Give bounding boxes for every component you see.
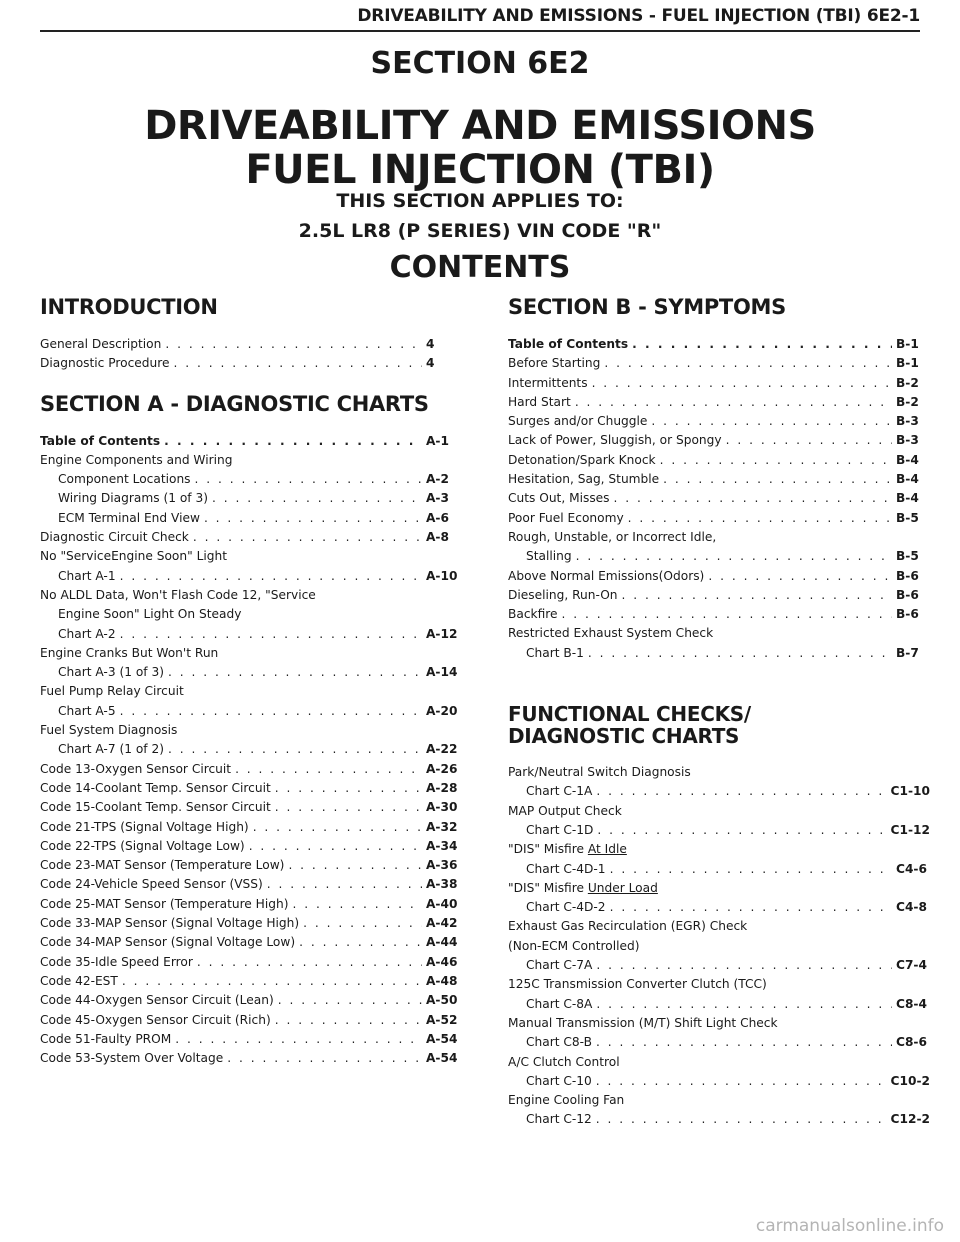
entry-label: Chart C-7A <box>526 958 593 973</box>
watermark: carmanualsonline.info <box>755 1216 944 1236</box>
applies-to <box>0 186 960 246</box>
entry-page: A-1 <box>426 433 449 448</box>
toc-entry[interactable] <box>40 1011 460 1030</box>
entry-page: C4-8 <box>896 900 927 915</box>
entry-page: A-40 <box>426 896 458 911</box>
entry-label: ECM Terminal End View <box>58 510 200 525</box>
entry-label: Chart C8-B <box>526 1035 592 1050</box>
toc-entry[interactable] <box>40 760 460 779</box>
page-title <box>0 104 960 192</box>
entry-label: Code 21-TPS (Signal Voltage High) <box>40 819 249 834</box>
entry-page: A-2 <box>426 472 449 487</box>
toc-entry[interactable] <box>508 1072 930 1091</box>
entry-label: Chart C-1A <box>526 784 593 799</box>
entry-page: A-54 <box>426 1051 458 1066</box>
applies-line-1: THIS SECTION APPLIES TO: <box>336 190 624 212</box>
toc-entry[interactable] <box>508 821 930 840</box>
leader-dots <box>249 837 422 856</box>
entry-page: A-46 <box>426 954 458 969</box>
entry-page: B-6 <box>896 587 919 602</box>
leader-dots <box>168 663 422 682</box>
leader-dots <box>610 898 892 917</box>
entry-page: C8-4 <box>896 996 927 1011</box>
toc-entry[interactable] <box>40 663 460 682</box>
entry-page: A-44 <box>426 935 458 950</box>
toc-entry[interactable] <box>508 586 930 605</box>
leader-dots <box>597 821 886 840</box>
entry-label: Wiring Diagrams (1 of 3) <box>58 491 208 506</box>
entry-page: B-3 <box>896 433 919 448</box>
leader-dots <box>165 335 422 354</box>
entry-page: C4-6 <box>896 861 927 876</box>
leader-dots <box>663 470 892 489</box>
leader-dots <box>173 354 422 373</box>
toc-entry[interactable] <box>508 354 930 373</box>
entry-label: Chart C-4D-2 <box>526 900 606 915</box>
entry-page: C1-12 <box>890 822 930 837</box>
leader-dots <box>628 509 892 528</box>
group-label: Fuel Pump Relay Circuit <box>40 684 184 699</box>
entry-label: Component Locations <box>58 472 191 487</box>
leader-dots <box>604 354 892 373</box>
codes-list <box>40 760 460 1069</box>
entry-page: A-52 <box>426 1012 458 1027</box>
entry-label: Chart C-1D <box>526 822 594 837</box>
entry-page: B-5 <box>896 549 919 564</box>
leader-dots <box>120 702 422 721</box>
entry-label: Stalling <box>526 549 572 564</box>
entry-page: B-4 <box>896 491 919 506</box>
leader-dots <box>267 875 422 894</box>
leader-dots <box>610 860 892 879</box>
entry-label: Chart A-3 (1 of 3) <box>58 665 164 680</box>
entry-label: Code 33-MAP Sensor (Signal Voltage High) <box>40 916 300 931</box>
toc-entry[interactable] <box>40 528 460 547</box>
toc-entry[interactable] <box>40 933 460 952</box>
leader-dots <box>596 1110 887 1129</box>
leader-dots <box>562 605 892 624</box>
toc-entry[interactable] <box>508 898 930 917</box>
toc-entry[interactable] <box>508 1033 930 1052</box>
running-header: DRIVEABILITY AND EMISSIONS - FUEL INJECTION (TBI) 6E2-1 <box>40 6 920 32</box>
intro-list <box>40 335 460 374</box>
entry-page: B-3 <box>896 414 919 429</box>
leader-dots <box>288 856 422 875</box>
entry-label: Backfire <box>508 607 558 622</box>
intro-heading: INTRODUCTION <box>40 295 218 319</box>
toc-entry[interactable] <box>40 1030 460 1049</box>
toc-entry[interactable] <box>40 856 460 875</box>
entry-label: Lack of Power, Sluggish, or Spongy <box>508 433 722 448</box>
leader-dots <box>275 1011 422 1030</box>
group-label: Park/Neutral Switch Diagnosis <box>508 765 691 780</box>
toc-entry[interactable] <box>40 470 460 489</box>
entry-label: Detonation/Spark Knock <box>508 452 656 467</box>
toc-entry[interactable] <box>40 972 460 991</box>
entry-label: Dieseling, Run-On <box>508 587 618 602</box>
leader-dots <box>596 995 892 1014</box>
entry-label: Code 24-Vehicle Speed Sensor (VSS) <box>40 877 263 892</box>
entry-label: Before Starting <box>508 356 601 371</box>
entry-page: A-8 <box>426 530 449 545</box>
entry-label: Code 25-MAT Sensor (Temperature High) <box>40 896 289 911</box>
leader-dots <box>632 335 892 354</box>
entry-label: Code 13-Oxygen Sensor Circuit <box>40 761 232 776</box>
entry-label: Chart A-7 (1 of 2) <box>58 742 164 757</box>
entry-label: Hesitation, Sag, Stumble <box>508 472 660 487</box>
toc-entry[interactable] <box>508 374 930 393</box>
section-b-heading: SECTION B - SYMPTOMS <box>508 295 786 319</box>
entry-label: Poor Fuel Economy <box>508 510 624 525</box>
toc-entry[interactable] <box>508 470 930 489</box>
entry-label: Table of Contents <box>40 433 161 448</box>
entry-page: A-42 <box>426 916 458 931</box>
group-label: Manual Transmission (M/T) Shift Light Check <box>508 1015 778 1030</box>
functional-heading-line-1: FUNCTIONAL CHECKS/ <box>508 702 751 727</box>
entry-label: General Description <box>40 337 162 351</box>
dis-prefix: "DIS" Misfire <box>508 880 588 895</box>
leader-dots <box>275 779 422 798</box>
toc-entry[interactable] <box>40 625 460 644</box>
group-label: A/C Clutch Control <box>508 1054 620 1069</box>
leader-dots <box>164 432 422 451</box>
toc-entry[interactable] <box>508 860 930 879</box>
toc-entry[interactable] <box>508 509 930 528</box>
contents-heading: CONTENTS <box>389 250 571 285</box>
entry-page: B-4 <box>896 452 919 467</box>
leader-dots <box>588 644 892 663</box>
entry-page: C12-2 <box>890 1112 930 1127</box>
leader-dots <box>303 914 422 933</box>
entry-page: A-22 <box>426 742 458 757</box>
leader-dots <box>726 431 892 450</box>
group-label: Exhaust Gas Recirculation (EGR) Check <box>508 919 748 934</box>
entry-label: Chart C-10 <box>526 1073 592 1088</box>
entry-label: Above Normal Emissions(Odors) <box>508 568 705 583</box>
entry-page: A-30 <box>426 800 458 815</box>
leader-dots <box>227 1049 422 1068</box>
entry-label: Chart C-12 <box>526 1112 592 1127</box>
leader-dots <box>622 586 892 605</box>
entry-page: A-14 <box>426 665 458 680</box>
group-label <box>508 840 930 859</box>
entry-page: B-1 <box>896 356 919 371</box>
entry-page: A-26 <box>426 761 458 776</box>
leader-dots <box>278 991 422 1010</box>
entry-label: Code 35-Idle Speed Error <box>40 954 193 969</box>
functional-heading <box>508 703 930 747</box>
leader-dots <box>660 451 892 470</box>
entry-label: Intermittents <box>508 375 588 390</box>
entry-page: C10-2 <box>890 1073 930 1088</box>
entry-page: B-2 <box>896 394 919 409</box>
toc-entry[interactable] <box>40 489 460 508</box>
toc-entry[interactable] <box>40 1049 460 1068</box>
leader-dots <box>575 393 892 412</box>
entry-page: B-2 <box>896 375 919 390</box>
leader-dots <box>651 412 892 431</box>
entry-label: Chart A-2 <box>58 626 116 641</box>
entry-label: Table of Contents <box>508 337 629 351</box>
leader-dots <box>120 625 422 644</box>
toc-entry[interactable] <box>40 702 460 721</box>
group-label: No "ServiceEngine Soon" Light <box>40 549 228 564</box>
entry-page: A-6 <box>426 510 449 525</box>
section-b-list-2 <box>508 567 930 625</box>
leader-dots <box>235 760 422 779</box>
entry-page: 4 <box>426 337 435 351</box>
group-label <box>508 879 930 898</box>
toc-entry[interactable] <box>40 837 460 856</box>
entry-label: Diagnostic Circuit Check <box>40 530 189 545</box>
toc-entry[interactable] <box>508 782 930 801</box>
group-label: Engine Cooling Fan <box>508 1093 625 1108</box>
leader-dots <box>197 953 422 972</box>
leader-dots <box>614 489 892 508</box>
toc-entry[interactable] <box>508 995 930 1014</box>
entry-label: Code 14-Coolant Temp. Sensor Circuit <box>40 780 271 795</box>
entry-label: Hard Start <box>508 394 571 409</box>
leader-dots <box>596 782 886 801</box>
entry-page: B-7 <box>896 645 919 660</box>
entry-page: A-54 <box>426 1031 458 1046</box>
section-number: SECTION 6E2 <box>370 46 590 81</box>
toc-entry[interactable] <box>508 644 930 663</box>
toc-entry[interactable] <box>508 412 930 431</box>
toc-entry[interactable] <box>40 895 460 914</box>
entry-page: A-48 <box>426 973 458 988</box>
toc-entry[interactable] <box>508 547 930 566</box>
leader-dots <box>596 1033 892 1052</box>
toc-entry[interactable] <box>40 567 460 586</box>
entry-page: C1-10 <box>890 784 930 799</box>
toc-entry[interactable] <box>40 509 460 528</box>
toc-entry[interactable] <box>40 432 460 451</box>
section-a-heading: SECTION A - DIAGNOSTIC CHARTS <box>40 391 429 416</box>
toc-entry[interactable] <box>40 798 460 817</box>
group-label: 125C Transmission Converter Clutch (TCC) <box>508 977 767 992</box>
entry-label: Code 42-EST <box>40 973 118 988</box>
left-column <box>40 295 460 1068</box>
entry-label: Cuts Out, Misses <box>508 491 610 506</box>
group-label: Engine Components and Wiring <box>40 452 233 467</box>
toc-entry[interactable] <box>508 956 930 975</box>
leader-dots <box>576 547 892 566</box>
group-label: Fuel System Diagnosis <box>40 723 178 738</box>
leader-dots <box>195 470 422 489</box>
leader-dots <box>596 956 892 975</box>
title-line-1: DRIVEABILITY AND EMISSIONS <box>144 103 816 149</box>
entry-label: Surges and/or Chuggle <box>508 414 648 429</box>
leader-dots <box>292 895 422 914</box>
dis-condition: At Idle <box>587 842 627 857</box>
functional-heading-line-2: DIAGNOSTIC CHARTS <box>508 724 740 749</box>
entry-label: Code 45-Oxygen Sensor Circuit (Rich) <box>40 1012 271 1027</box>
dis-condition: Under Load <box>587 880 658 895</box>
leader-dots <box>175 1030 422 1049</box>
toc-entry[interactable] <box>40 740 460 759</box>
leader-dots <box>168 740 422 759</box>
toc-entry[interactable] <box>508 393 930 412</box>
entry-label: Diagnostic Procedure <box>40 356 170 371</box>
toc-entry[interactable] <box>508 605 930 624</box>
leader-dots <box>193 528 422 547</box>
entry-page: A-36 <box>426 858 458 873</box>
entry-label: Code 15-Coolant Temp. Sensor Circuit <box>40 800 271 815</box>
entry-page: C8-6 <box>896 1035 927 1050</box>
leader-dots <box>708 567 892 586</box>
entry-label: Chart C-8A <box>526 996 593 1011</box>
group-label: Engine Cranks But Won't Run <box>40 645 219 660</box>
entry-page: A-34 <box>426 838 458 853</box>
entry-label: Code 44-Oxygen Sensor Circuit (Lean) <box>40 993 274 1008</box>
toc-entry[interactable] <box>40 914 460 933</box>
leader-dots <box>204 509 422 528</box>
title-line-2: FUEL INJECTION (TBI) <box>245 147 715 193</box>
entry-label: Code 34-MAP Sensor (Signal Voltage Low) <box>40 935 296 950</box>
entry-page: A-12 <box>426 626 458 641</box>
toc-entry[interactable] <box>508 489 930 508</box>
leader-dots <box>253 818 422 837</box>
leader-dots <box>299 933 422 952</box>
right-column <box>508 295 930 1130</box>
group-label: No ALDL Data, Won't Flash Code 12, "Service <box>40 587 316 602</box>
group-label: Rough, Unstable, or Incorrect Idle, <box>508 529 717 544</box>
group-label: Engine Soon" Light On Steady <box>58 607 242 622</box>
group-label: (Non-ECM Controlled) <box>508 938 640 953</box>
entry-label: Code 23-MAT Sensor (Temperature Low) <box>40 858 285 873</box>
entry-label: Code 22-TPS (Signal Voltage Low) <box>40 838 245 853</box>
toc-entry[interactable] <box>40 818 460 837</box>
toc-entry[interactable] <box>40 779 460 798</box>
entry-page: B-6 <box>896 568 919 583</box>
leader-dots <box>120 567 422 586</box>
group-label: Restricted Exhaust System Check <box>508 626 714 641</box>
toc-entry[interactable] <box>508 567 930 586</box>
entry-label: Code 53-System Over Voltage <box>40 1051 224 1066</box>
entry-page: B-4 <box>896 472 919 487</box>
leader-dots <box>212 489 422 508</box>
entry-page: A-3 <box>426 491 449 506</box>
entry-label: Code 51-Faulty PROM <box>40 1031 172 1046</box>
entry-page: A-20 <box>426 703 458 718</box>
entry-label: Chart B-1 <box>526 645 584 660</box>
toc-entry[interactable] <box>40 875 460 894</box>
entry-label: Chart A-5 <box>58 703 116 718</box>
leader-dots <box>275 798 422 817</box>
leader-dots <box>122 972 422 991</box>
entry-page: B-5 <box>896 510 919 525</box>
toc-entry[interactable] <box>508 1110 930 1129</box>
entry-page: A-38 <box>426 877 458 892</box>
leader-dots <box>592 374 892 393</box>
toc-entry[interactable] <box>508 451 930 470</box>
toc-entry[interactable] <box>40 354 460 373</box>
leader-dots <box>596 1072 887 1091</box>
entry-page: 4 <box>426 356 435 371</box>
entry-label: Chart C-4D-1 <box>526 861 606 876</box>
entry-page: A-32 <box>426 819 458 834</box>
entry-label: Chart A-1 <box>58 568 116 583</box>
toc-entry[interactable] <box>40 953 460 972</box>
section-b-list <box>508 335 930 528</box>
entry-page: B-1 <box>896 337 919 351</box>
entry-page: C7-4 <box>896 958 927 973</box>
group-label: MAP Output Check <box>508 803 622 818</box>
entry-page: B-6 <box>896 607 919 622</box>
toc-entry[interactable] <box>40 335 460 354</box>
applies-line-2: 2.5L LR8 (P SERIES) VIN CODE "R" <box>298 220 662 242</box>
dis-prefix: "DIS" Misfire <box>508 842 588 857</box>
entry-page: A-28 <box>426 780 458 795</box>
entry-page: A-10 <box>426 568 458 583</box>
toc-entry[interactable] <box>508 431 930 450</box>
entry-page: A-50 <box>426 993 458 1008</box>
toc-entry[interactable] <box>508 335 930 354</box>
toc-entry[interactable] <box>40 991 460 1010</box>
